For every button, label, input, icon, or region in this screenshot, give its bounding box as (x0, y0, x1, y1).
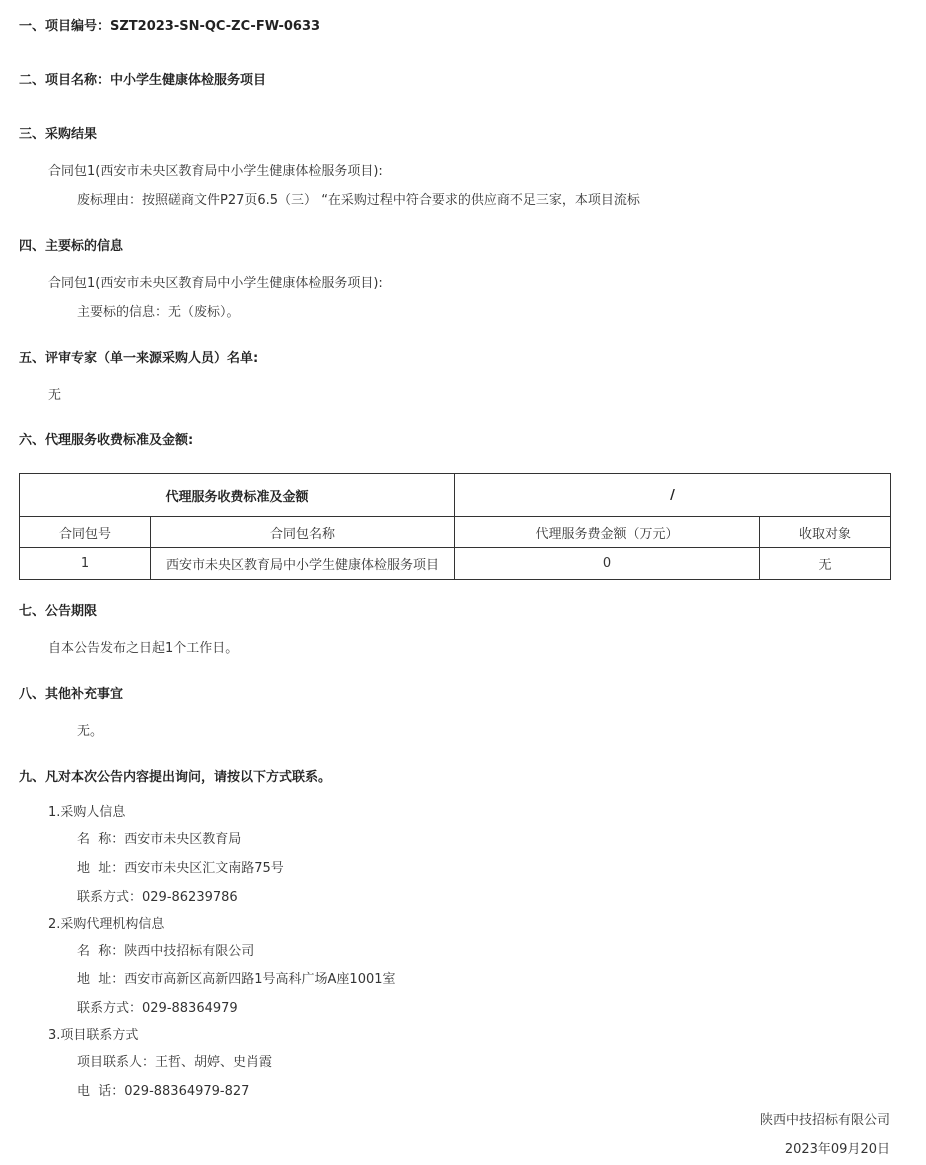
section-main-subject: 四、主要标的信息 (19, 239, 124, 254)
result-failure-reason: 废标理由：按照磋商文件P27页6.5（三） “在采购过程中符合要求的供应商不足三家，本项目流标 (77, 193, 640, 208)
agency-phone: 联系方式：029-88364979 (77, 1001, 238, 1016)
column-header: 合同包号 (20, 517, 151, 548)
section-announcement-period: 七、公告期限 (19, 604, 98, 619)
section-other-matters: 八、其他补充事宜 (19, 687, 124, 702)
subject-package: 合同包1(西安市未央区教育局中小学生健康体检服务项目): (48, 276, 383, 291)
table-cell: 1 (20, 548, 151, 580)
section-review-experts: 五、评审专家（单一来源采购人员）名单: (19, 351, 259, 366)
table-row (20, 548, 891, 580)
purchaser-phone: 联系方式：029-86239786 (77, 890, 238, 905)
column-header: 代理服务费金额（万元） (455, 517, 760, 548)
section-project-number: 一、项目编号：SZT2023-SN-QC-ZC-FW-0633 (19, 19, 321, 34)
purchaser-address: 地 址：西安市未央区汇文南路75号 (77, 861, 284, 876)
project-contact-phone: 电 话：029-88364979-827 (77, 1084, 250, 1099)
agency-fee-table (19, 473, 891, 580)
other-matters-value: 无。 (77, 724, 104, 739)
agency-name: 名 称：陕西中技招标有限公司 (77, 944, 255, 959)
purchaser-title: 1.采购人信息 (48, 805, 126, 820)
section-project-name: 二、项目名称：中小学生健康体检服务项目 (19, 73, 267, 88)
column-header: 合同包名称 (151, 517, 455, 548)
result-package: 合同包1(西安市未央区教育局中小学生健康体检服务项目): (48, 164, 383, 179)
project-contact-person: 项目联系人：王哲、胡婷、史肖霞 (77, 1055, 273, 1070)
footer-date: 2023年09月20日 (784, 1142, 890, 1157)
agency-address: 地 址：西安市高新区高新四路1号高科广场A座1001室 (77, 972, 396, 987)
table-cell: 0 (455, 548, 760, 580)
column-header: 收取对象 (760, 517, 891, 548)
fee-table-header-left: 代理服务收费标准及金额 (20, 474, 455, 517)
footer-company: 陕西中技招标有限公司 (759, 1113, 890, 1128)
section-agency-fee: 六、代理服务收费标准及金额: (19, 433, 194, 448)
section-contact-info: 九、凡对本次公告内容提出询问，请按以下方式联系。 (19, 770, 332, 785)
table-cell: 西安市未央区教育局中小学生健康体检服务项目 (151, 548, 455, 580)
section-procurement-result: 三、采购结果 (19, 127, 98, 142)
agency-title: 2.采购代理机构信息 (48, 917, 165, 932)
project-contact-title: 3.项目联系方式 (48, 1028, 139, 1043)
review-experts-value: 无 (48, 388, 62, 403)
purchaser-name: 名 称：西安市未央区教育局 (77, 832, 242, 847)
subject-info: 主要标的信息：无（废标）。 (77, 305, 240, 320)
fee-table-header-right: / (455, 474, 891, 517)
table-cell: 无 (760, 548, 891, 580)
announcement-period-value: 自本公告发布之日起1个工作日。 (48, 641, 239, 656)
